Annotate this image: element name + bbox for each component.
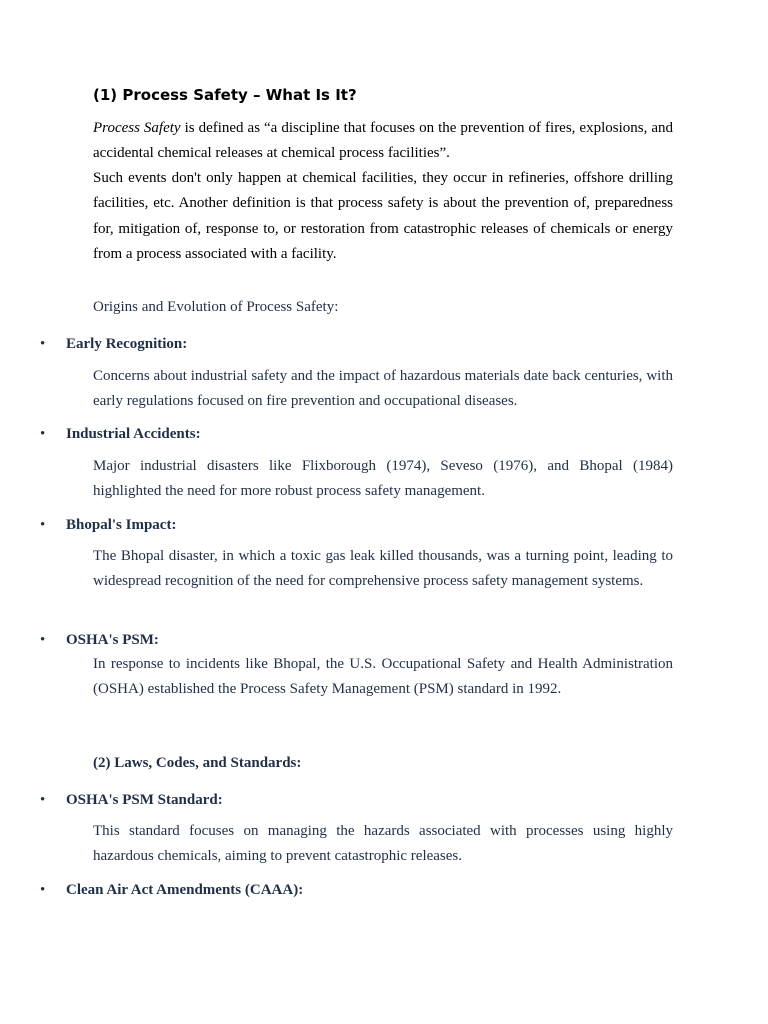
- list-item-body: The Bhopal disaster, in which a toxic gas leak killed thousands, was a turning point, leading to widespread recognition of the need for comprehensive process safety management systems.: [93, 548, 673, 590]
- list-item-body: Major industrial disasters like Flixborough (1974), Seveso (1976), and Bhopal (1984) highlighted the need for more robust process safety management.: [93, 458, 673, 500]
- bullet-icon: •: [40, 517, 46, 533]
- list-item-title: Bhopal's Impact:: [66, 517, 177, 533]
- list-item-title: OSHA's PSM:: [66, 632, 159, 648]
- list-item-body: In response to incidents like Bhopal, the U.S. Occupational Safety and Health Administration (OSHA) established the Process Safety Management (PSM) standard in 1992.: [93, 656, 673, 698]
- bullet-icon: •: [40, 792, 46, 808]
- definition-paragraph: [93, 116, 673, 167]
- bullet-icon: •: [40, 426, 46, 442]
- section-2-heading: (2) Laws, Codes, and Standards:: [93, 755, 302, 771]
- list-item-title: OSHA's PSM Standard:: [66, 792, 223, 808]
- process-safety-term: Process Safety: [93, 120, 181, 136]
- list-item-body: This standard focuses on managing the hazards associated with processes using highly hazardous chemicals, aiming to prevent catastrophic releases.: [93, 823, 673, 865]
- bullet-icon: •: [40, 882, 46, 898]
- bullet-icon: •: [40, 632, 46, 648]
- origins-heading: Origins and Evolution of Process Safety:: [93, 299, 339, 315]
- section-1-heading: (1) Process Safety – What Is It?: [93, 86, 357, 104]
- list-item-title: Early Recognition:: [66, 336, 188, 352]
- list-item-title: Industrial Accidents:: [66, 426, 201, 442]
- bullet-icon: •: [40, 336, 46, 352]
- definition-text: is defined as “a discipline that focuses on the prevention of fires, explosions, and accidental chemical releases at chemical process facilities”.: [93, 120, 673, 162]
- events-paragraph: Such events don't only happen at chemical facilities, they occur in refineries, offshore drilling facilities, etc. Another definition is that process safety is about the prevention of, preparedness for, mitigation of, response to, or restoration from catastrophic releases of chemicals or energy from a process associated with a facility.: [93, 170, 673, 262]
- list-item-body: Concerns about industrial safety and the impact of hazardous materials date back centuries, with early regulations focused on fire prevention and occupational diseases.: [93, 368, 673, 410]
- list-item-title: Clean Air Act Amendments (CAAA):: [66, 882, 304, 898]
